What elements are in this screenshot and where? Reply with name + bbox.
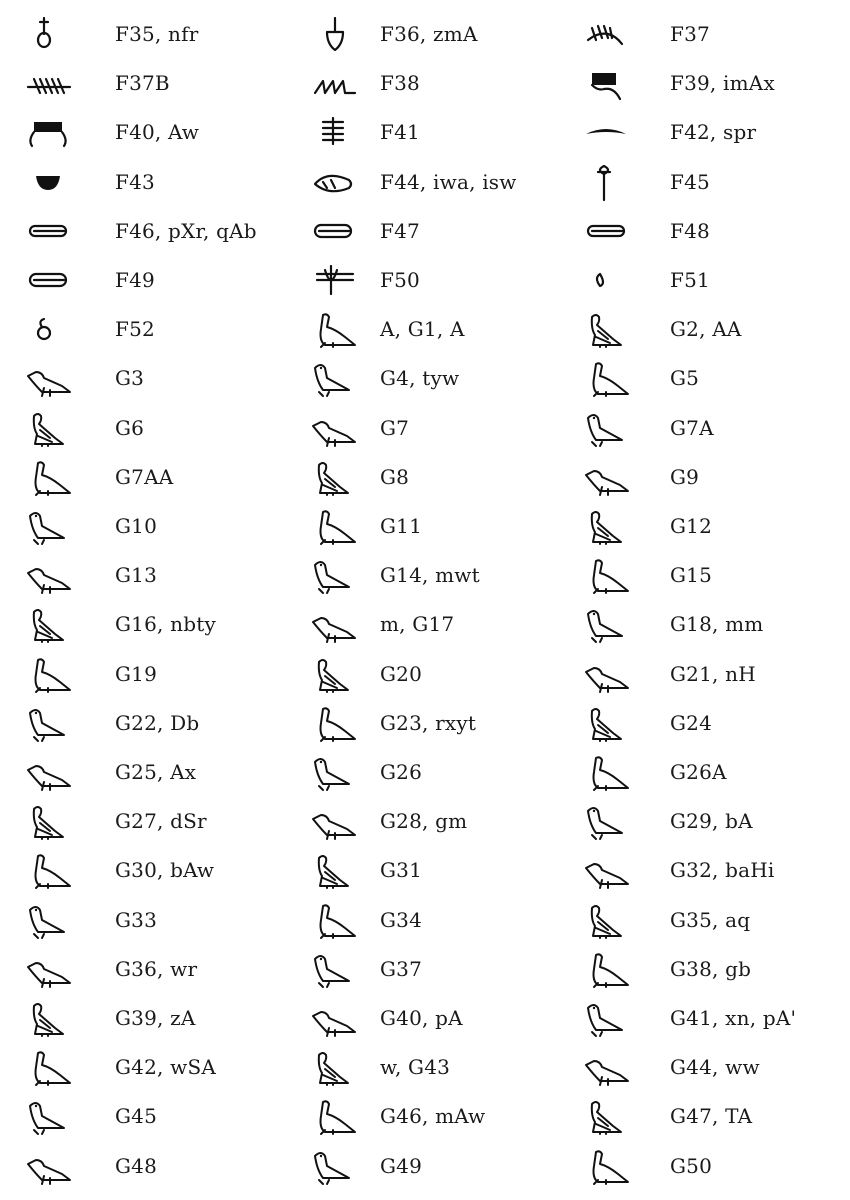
lapwing-pinioned-icon xyxy=(578,703,638,743)
backbone-spinal-cords-icon xyxy=(20,112,80,152)
sign-label: G7A xyxy=(670,415,714,440)
sign-entry xyxy=(20,752,300,792)
sign-label: F39, imAx xyxy=(670,71,775,96)
vertebrae-icon xyxy=(305,112,365,152)
sign-entry xyxy=(20,408,300,448)
sign-label: G11 xyxy=(380,514,423,538)
sign-label: G15 xyxy=(670,563,713,588)
sign-entry xyxy=(305,408,585,448)
sign-entry xyxy=(578,850,846,890)
sign-entry xyxy=(305,752,585,792)
sign-label: G9 xyxy=(670,464,700,489)
sign-entry xyxy=(20,506,300,546)
two-owls-icon xyxy=(578,604,638,644)
heron-on-perch-icon xyxy=(578,850,638,890)
sign-label: G36, wr xyxy=(115,956,198,981)
intestine-variant-icon xyxy=(305,211,365,251)
sign-label: G19 xyxy=(115,661,158,686)
owl-with-bread-icon xyxy=(20,654,80,694)
sign-entry xyxy=(20,998,300,1038)
sign-entry xyxy=(578,112,846,152)
sign-label: G22, Db xyxy=(115,710,200,735)
guineafowl-icon xyxy=(578,654,638,694)
sign-entry xyxy=(20,654,300,694)
sign-label: F51 xyxy=(670,268,710,292)
crested-ibis-icon xyxy=(20,752,80,792)
sign-label: G37 xyxy=(380,956,423,981)
vulture-with-flagellum-icon xyxy=(578,555,638,595)
sign-label: G16, nbty xyxy=(115,612,216,637)
sacred-ibis-on-standard-icon xyxy=(305,752,365,792)
sign-entry xyxy=(578,949,846,989)
sign-label: G42, wSA xyxy=(115,1055,217,1080)
sign-entry xyxy=(305,801,585,841)
falcon-in-sokar-bark-icon xyxy=(20,506,80,546)
sign-entry xyxy=(578,309,846,349)
sign-label: G35, aq xyxy=(670,907,751,932)
sign-entry xyxy=(20,801,300,841)
falcon-and-flagellum-icon xyxy=(20,408,80,448)
sign-entry xyxy=(305,703,585,743)
sign-entry xyxy=(578,801,846,841)
sign-entry xyxy=(305,506,585,546)
quail-chick-and-sickle-icon xyxy=(305,1096,365,1136)
sign-entry xyxy=(20,358,300,398)
sign-label: G26 xyxy=(380,760,423,784)
sign-label: G7AA xyxy=(115,464,174,489)
sign-entry xyxy=(20,900,300,940)
sign-label: G24 xyxy=(670,710,713,735)
sign-entry xyxy=(305,112,585,152)
ducklings-in-pool-icon xyxy=(305,1146,365,1186)
falcon-in-boat-icon xyxy=(578,408,638,448)
sign-entry xyxy=(578,1146,846,1186)
two-vultures-icon xyxy=(578,309,638,349)
egret-icon xyxy=(20,900,80,940)
falcon-with-sun-icon xyxy=(578,457,638,497)
sign-label: F37B xyxy=(115,71,170,96)
owl-icon xyxy=(305,604,365,644)
sign-label: G13 xyxy=(115,563,158,588)
sign-label: G34 xyxy=(380,907,423,932)
sign-label: G23, rxyt xyxy=(380,710,477,735)
sign-entry xyxy=(305,604,585,644)
f46-with-s29-icon xyxy=(305,260,365,300)
buzzard-icon xyxy=(305,358,365,398)
cormorant-icon xyxy=(578,900,638,940)
sign-label: G12 xyxy=(670,514,713,538)
quail-chick-icon xyxy=(305,1047,365,1087)
sign-entry xyxy=(578,162,846,202)
sign-label: G47, TA xyxy=(670,1104,753,1129)
ducklings-in-nest-icon xyxy=(20,1146,80,1186)
vulture-icon xyxy=(305,555,365,595)
sign-label: G31 xyxy=(380,858,423,883)
sign-label: G32, baHi xyxy=(670,858,775,883)
sign-entry xyxy=(305,998,585,1038)
sign-label: G20 xyxy=(380,661,423,686)
sign-entry xyxy=(305,900,585,940)
sign-label: F43 xyxy=(115,169,155,194)
sign-entry xyxy=(20,1096,300,1136)
sign-entry xyxy=(578,900,846,940)
sign-label: G44, ww xyxy=(670,1055,760,1080)
sign-entry xyxy=(20,14,300,54)
sign-entry xyxy=(305,211,585,251)
sign-label: F37 xyxy=(670,22,710,46)
sign-label: F35, nfr xyxy=(115,22,199,46)
sign-label: G4, tyw xyxy=(380,366,460,391)
sign-label: F44, iwa, isw xyxy=(380,169,517,194)
backbone-ribs-variant-icon xyxy=(305,63,365,103)
sign-entry xyxy=(578,260,846,300)
sign-label: G49 xyxy=(380,1153,423,1178)
leg-bone-with-meat-icon xyxy=(305,162,365,202)
sign-label: m, G17 xyxy=(380,612,455,637)
sign-entry xyxy=(578,654,846,694)
widgeon-icon xyxy=(20,1047,80,1087)
falcon-on-standard-icon xyxy=(305,408,365,448)
sign-entry xyxy=(578,14,846,54)
sign-label: w, G43 xyxy=(380,1055,451,1080)
lapwing-icon xyxy=(305,703,365,743)
sign-label: G6 xyxy=(115,415,145,440)
sign-label: A, G1, A xyxy=(380,317,465,342)
sign-entry xyxy=(578,555,846,595)
falcon-in-boat-variant-icon xyxy=(20,457,80,497)
sign-entry xyxy=(20,162,300,202)
sign-label: G50 xyxy=(670,1153,713,1178)
sign-entry xyxy=(20,1146,300,1186)
excrement-icon xyxy=(20,309,80,349)
pintail-duck-icon xyxy=(20,998,80,1038)
sign-entry xyxy=(20,949,300,989)
lung-windpipe-icon xyxy=(305,14,365,54)
sign-label: G10 xyxy=(115,514,158,538)
sign-entry xyxy=(578,408,846,448)
sign-entry xyxy=(578,211,846,251)
heron-icon xyxy=(305,850,365,890)
sign-label: F42, spr xyxy=(670,120,757,145)
two-quail-chicks-icon xyxy=(578,1047,638,1087)
sign-entry xyxy=(305,358,585,398)
vulture-and-cobra-on-baskets-icon xyxy=(20,604,80,644)
jabiru-icon xyxy=(578,801,638,841)
pintail-alighting-icon xyxy=(578,998,638,1038)
owl-with-arm-icon xyxy=(305,654,365,694)
falcon-image-plumes-icon xyxy=(20,555,80,595)
duckling-icon xyxy=(578,1096,638,1136)
sign-entry xyxy=(305,1146,585,1186)
sign-label: F52 xyxy=(115,317,155,342)
sign-label: G25, Ax xyxy=(115,760,197,784)
sign-label: F40, Aw xyxy=(115,120,200,145)
sign-entry xyxy=(20,309,300,349)
egyptian-vulture-icon xyxy=(305,309,365,349)
uterus-icon xyxy=(578,162,638,202)
backbone-ribs-icon xyxy=(578,14,638,54)
sign-label: G27, dSr xyxy=(115,809,207,834)
sign-entry xyxy=(578,457,846,497)
intestine-variant-3-icon xyxy=(20,260,80,300)
sign-entry xyxy=(578,752,846,792)
sign-entry xyxy=(305,850,585,890)
sign-label: F49 xyxy=(115,268,155,292)
sacred-ibis-icon xyxy=(578,752,638,792)
sign-entry xyxy=(20,457,300,497)
sign-entry xyxy=(20,850,300,890)
sign-entry xyxy=(305,654,585,694)
sign-label: G39, zA xyxy=(115,1006,196,1030)
sign-label: F47 xyxy=(380,218,420,243)
sign-entry xyxy=(305,162,585,202)
sign-entry xyxy=(305,457,585,497)
swallow-icon xyxy=(20,949,80,989)
sign-label: G48 xyxy=(115,1153,158,1178)
sign-label: F38 xyxy=(380,71,420,96)
sign-label: G45 xyxy=(115,1104,158,1129)
sign-label: F46, pXr, qAb xyxy=(115,218,257,243)
sign-label: F41 xyxy=(380,120,420,145)
sign-entry xyxy=(305,1047,585,1087)
white-fronted-goose-icon xyxy=(578,949,638,989)
sign-label: F45 xyxy=(670,169,710,194)
intestine-variant-2-icon xyxy=(578,211,638,251)
sign-entry xyxy=(20,1047,300,1087)
sign-entry xyxy=(305,555,585,595)
sign-entry xyxy=(578,604,846,644)
vulture-and-sickle-icon xyxy=(20,358,80,398)
nfr-heart-windpipe-icon xyxy=(20,14,80,54)
sign-entry xyxy=(305,949,585,989)
sign-label: G7 xyxy=(380,415,410,440)
sign-entry xyxy=(578,63,846,103)
sign-label: G30, bAw xyxy=(115,858,215,883)
rib-icon xyxy=(578,112,638,152)
sign-entry xyxy=(305,1096,585,1136)
sign-label: G29, bA xyxy=(670,809,753,834)
sign-entry xyxy=(578,1096,846,1136)
quail-chick-and-arm-icon xyxy=(20,1096,80,1136)
sign-label: G5 xyxy=(670,366,700,391)
intestine-icon xyxy=(20,211,80,251)
ostrich-icon xyxy=(305,900,365,940)
three-jabirus-icon xyxy=(20,850,80,890)
sign-entry xyxy=(305,63,585,103)
falcon-on-collar-icon xyxy=(305,457,365,497)
sign-label: G26A xyxy=(670,760,727,784)
sign-label: G38, gb xyxy=(670,956,752,981)
sign-entry xyxy=(20,260,300,300)
falcon-image-icon xyxy=(305,506,365,546)
sign-label: G41, xn, pA' xyxy=(670,1006,797,1030)
flamingo-icon xyxy=(20,801,80,841)
sign-label: G21, nH xyxy=(670,661,756,686)
backbone-spinal-cord-imax-icon xyxy=(578,63,638,103)
sign-label: G18, mm xyxy=(670,612,764,637)
sign-entry xyxy=(20,555,300,595)
sign-entry xyxy=(20,604,300,644)
hoopoe-icon xyxy=(20,703,80,743)
sign-label: G46, mAw xyxy=(380,1104,486,1129)
sign-label: G14, mwt xyxy=(380,563,480,588)
sign-label: G28, gm xyxy=(380,809,468,834)
sign-label: G8 xyxy=(380,464,410,489)
sign-entry xyxy=(578,506,846,546)
falcon-icon xyxy=(578,358,638,398)
falcon-image-flagellum-icon xyxy=(578,506,638,546)
sign-entry xyxy=(578,358,846,398)
sign-label: F50 xyxy=(380,268,420,292)
sign-entry xyxy=(305,260,585,300)
sign-label: G3 xyxy=(115,366,145,391)
ribs-icon xyxy=(20,162,80,202)
sign-label: F48 xyxy=(670,218,710,243)
sign-entry xyxy=(305,14,585,54)
black-ibis-icon xyxy=(305,801,365,841)
sign-entry xyxy=(305,309,585,349)
sign-entry xyxy=(20,703,300,743)
sign-label: G2, AA xyxy=(670,317,742,342)
sign-label: G40, pA xyxy=(380,1006,463,1030)
piece-of-flesh-icon xyxy=(578,260,638,300)
sign-entry xyxy=(578,998,846,1038)
sign-label: F36, zmA xyxy=(380,22,478,46)
sign-entry xyxy=(20,112,300,152)
pintail-flying-icon xyxy=(305,998,365,1038)
sign-entry xyxy=(578,703,846,743)
sign-label: G33 xyxy=(115,907,158,932)
two-plovers-icon xyxy=(578,1146,638,1186)
sign-entry xyxy=(20,63,300,103)
sign-entry xyxy=(578,1047,846,1087)
sparrow-icon xyxy=(305,949,365,989)
sign-entry xyxy=(20,211,300,251)
backbone-spinal-cord-icon xyxy=(20,63,80,103)
